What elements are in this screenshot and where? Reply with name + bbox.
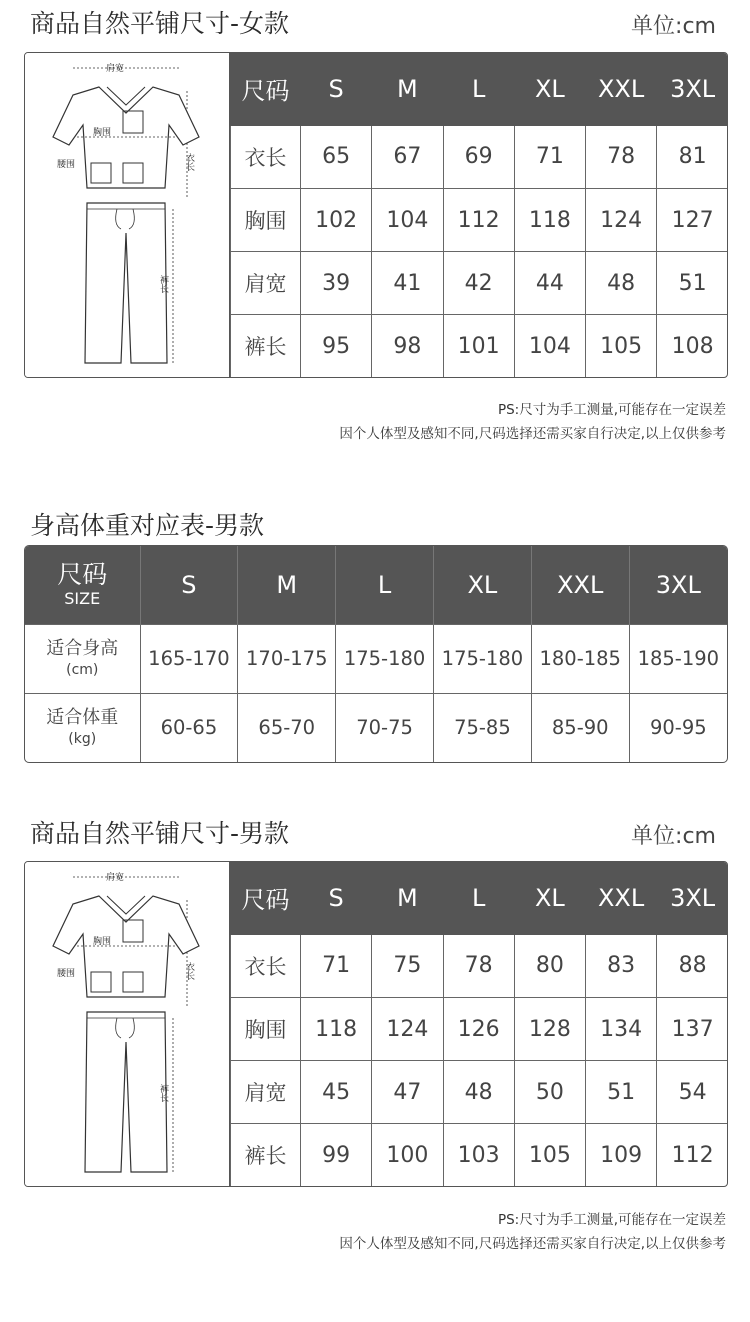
table-cell: 48 <box>586 252 657 315</box>
table-row <box>231 1061 729 1124</box>
table-cell: 51 <box>586 1061 657 1124</box>
table-cell: 180-185 <box>531 624 629 693</box>
table-cell: 75 <box>372 934 443 997</box>
row-label <box>25 624 140 693</box>
diagram-label-chest: 胸围 <box>93 937 112 947</box>
note-line: PS:尺寸为手工测量,可能存在一定误差 <box>497 402 726 418</box>
header-cell: S <box>140 546 238 624</box>
table-cell: 75-85 <box>433 693 531 762</box>
header-cell: M <box>372 53 443 125</box>
table-cell: 95 <box>301 315 372 377</box>
table-cell: 105 <box>586 315 657 377</box>
row-label: 胸围 <box>231 188 301 251</box>
row-label: 裤长 <box>231 1124 301 1186</box>
header-cell: 尺码 <box>231 53 301 125</box>
table-cell: 185-190 <box>629 624 727 693</box>
header-cell: L <box>443 862 514 934</box>
table-cell: 88 <box>657 934 728 997</box>
diagram-label-waist: 腰围 <box>57 969 76 979</box>
diagram-label-shoulder: 肩宽 <box>106 64 125 74</box>
table-row <box>25 693 727 762</box>
women-size-table <box>230 53 728 377</box>
header-cell: XL <box>514 862 585 934</box>
table-cell: 118 <box>514 188 585 251</box>
row-label: 衣长 <box>231 125 301 188</box>
size-corner-header <box>25 546 140 624</box>
header-cell: 3XL <box>657 53 728 125</box>
table-cell: 104 <box>514 315 585 377</box>
table-row <box>231 1124 729 1186</box>
table-cell: 175-180 <box>433 624 531 693</box>
height-weight-title: 身高体重对应表-男款 <box>30 511 265 540</box>
header-cell: 3XL <box>629 546 727 624</box>
table-cell: 41 <box>372 252 443 315</box>
header-cell: S <box>301 53 372 125</box>
table-cell: 54 <box>657 1061 728 1124</box>
table-cell: 70-75 <box>336 693 434 762</box>
table-cell: 124 <box>586 188 657 251</box>
header-cell: XL <box>514 53 585 125</box>
diagram-label-pants: 裤长 <box>158 275 168 293</box>
women-unit-label: 单位:cm <box>631 14 716 39</box>
table-cell: 45 <box>301 1061 372 1124</box>
table-row <box>231 997 729 1060</box>
women-size-chart <box>24 52 728 378</box>
table-cell: 65 <box>301 125 372 188</box>
table-cell: 128 <box>514 997 585 1060</box>
table-cell: 78 <box>443 934 514 997</box>
table-cell: 39 <box>301 252 372 315</box>
header-cell: 3XL <box>657 862 728 934</box>
table-cell: 105 <box>514 1124 585 1186</box>
header-cell: L <box>443 53 514 125</box>
table-cell: 60-65 <box>140 693 238 762</box>
diagram-label-pants: 裤长 <box>158 1084 168 1102</box>
header-cell: XXL <box>531 546 629 624</box>
header-cell: M <box>238 546 336 624</box>
table-cell: 109 <box>586 1124 657 1186</box>
table-cell: 165-170 <box>140 624 238 693</box>
table-cell: 71 <box>514 125 585 188</box>
table-cell: 65-70 <box>238 693 336 762</box>
diagram-label-waist: 腰围 <box>57 160 76 170</box>
men-garment-diagram <box>25 862 230 1186</box>
table-cell: 78 <box>586 125 657 188</box>
header-cell: XXL <box>586 53 657 125</box>
men-section-title: 商品自然平铺尺寸-男款 <box>30 819 290 848</box>
note-line: 因个人体型及感知不同,尺码选择还需买家自行决定,以上仅供参考 <box>339 426 726 442</box>
table-cell: 104 <box>372 188 443 251</box>
table-cell: 124 <box>372 997 443 1060</box>
height-weight-table <box>25 546 727 762</box>
table-cell: 83 <box>586 934 657 997</box>
table-cell: 100 <box>372 1124 443 1186</box>
table-cell: 134 <box>586 997 657 1060</box>
men-size-chart <box>24 861 728 1187</box>
table-row <box>231 252 729 315</box>
table-cell: 175-180 <box>336 624 434 693</box>
row-label: 衣长 <box>231 934 301 997</box>
header-cell: L <box>336 546 434 624</box>
scrub-outfit-illustration <box>25 53 230 378</box>
men-measurement-note <box>339 1208 726 1256</box>
table-row <box>231 934 729 997</box>
men-unit-label: 单位:cm <box>631 824 716 849</box>
row-label: 肩宽 <box>231 252 301 315</box>
corner-main-label: 尺码 <box>57 559 108 589</box>
table-cell: 101 <box>443 315 514 377</box>
table-cell: 69 <box>443 125 514 188</box>
row-label-unit: (kg) <box>68 730 97 747</box>
row-label-unit: (cm) <box>66 661 99 678</box>
table-cell: 112 <box>443 188 514 251</box>
row-label-main: 适合身高 <box>46 637 119 659</box>
table-cell: 48 <box>443 1061 514 1124</box>
corner-sub-label: SIZE <box>64 588 101 608</box>
table-cell: 118 <box>301 997 372 1060</box>
table-row <box>231 188 729 251</box>
table-cell: 90-95 <box>629 693 727 762</box>
women-garment-diagram <box>25 53 230 377</box>
table-cell: 44 <box>514 252 585 315</box>
table-cell: 42 <box>443 252 514 315</box>
diagram-label-length: 衣长 <box>184 153 194 171</box>
table-cell: 170-175 <box>238 624 336 693</box>
table-cell: 126 <box>443 997 514 1060</box>
table-cell: 137 <box>657 997 728 1060</box>
table-row <box>25 624 727 693</box>
table-header-row <box>25 546 727 624</box>
header-cell: S <box>301 862 372 934</box>
header-cell: 尺码 <box>231 862 301 934</box>
table-cell: 112 <box>657 1124 728 1186</box>
table-row <box>231 315 729 377</box>
table-cell: 67 <box>372 125 443 188</box>
header-cell: XXL <box>586 862 657 934</box>
table-cell: 98 <box>372 315 443 377</box>
height-weight-chart <box>24 545 728 763</box>
women-section-title: 商品自然平铺尺寸-女款 <box>30 9 290 38</box>
header-cell: M <box>372 862 443 934</box>
table-header-row <box>231 862 729 934</box>
scrub-outfit-illustration <box>25 862 230 1187</box>
table-cell: 85-90 <box>531 693 629 762</box>
note-line: PS:尺寸为手工测量,可能存在一定误差 <box>497 1212 726 1228</box>
men-size-table <box>230 862 728 1186</box>
row-label: 裤长 <box>231 315 301 377</box>
diagram-label-shoulder: 肩宽 <box>106 873 125 883</box>
diagram-label-chest: 胸围 <box>93 128 112 138</box>
table-cell: 50 <box>514 1061 585 1124</box>
table-header-row <box>231 53 729 125</box>
table-cell: 99 <box>301 1124 372 1186</box>
row-label: 肩宽 <box>231 1061 301 1124</box>
table-cell: 102 <box>301 188 372 251</box>
table-cell: 51 <box>657 252 728 315</box>
row-label-main: 适合体重 <box>46 706 119 728</box>
header-cell: XL <box>433 546 531 624</box>
row-label: 胸围 <box>231 997 301 1060</box>
row-label <box>25 693 140 762</box>
table-cell: 47 <box>372 1061 443 1124</box>
diagram-label-length: 衣长 <box>184 962 194 980</box>
table-cell: 127 <box>657 188 728 251</box>
note-line: 因个人体型及感知不同,尺码选择还需买家自行决定,以上仅供参考 <box>339 1236 726 1252</box>
women-measurement-note <box>339 398 726 446</box>
table-cell: 81 <box>657 125 728 188</box>
table-cell: 71 <box>301 934 372 997</box>
table-cell: 80 <box>514 934 585 997</box>
table-row <box>231 125 729 188</box>
table-cell: 103 <box>443 1124 514 1186</box>
table-cell: 108 <box>657 315 728 377</box>
